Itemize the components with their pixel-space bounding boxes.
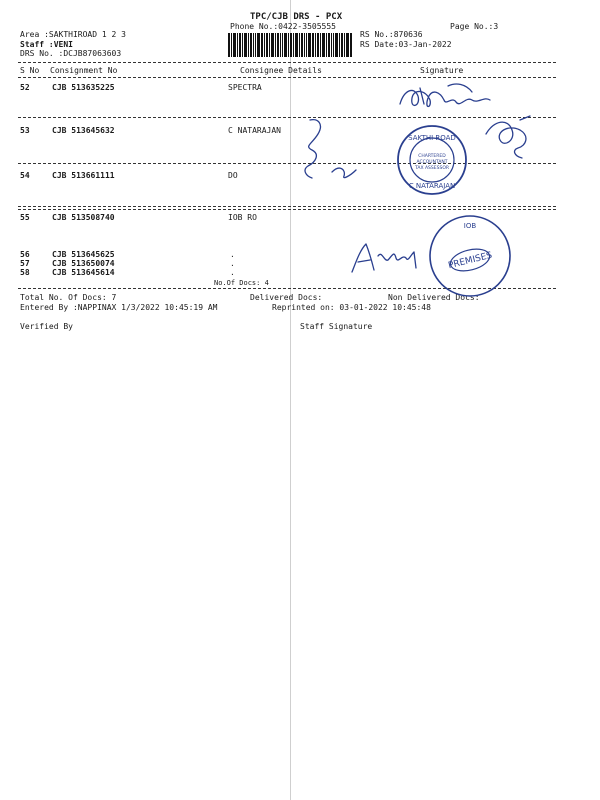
round-stamp (398, 126, 466, 194)
delivered-docs: Delivered Docs: (250, 293, 323, 302)
barcode-image (228, 33, 352, 57)
rs-date: RS Date:03-Jan-2022 (360, 40, 452, 49)
row-consignment: CJB 513661111 (52, 171, 115, 180)
drs-number: DRS No. :DCJB87063603 (20, 49, 122, 58)
row-sno: 53 (20, 126, 30, 135)
header-rule-top (18, 62, 556, 63)
svg-text:PREMISES: PREMISES (447, 250, 494, 272)
row-consignment: CJB 513645625 (52, 250, 115, 259)
entered-by: Entered By :NAPPINAX 1/3/2022 10:45:19 AM (20, 303, 218, 312)
total-docs: Total No. Of Docs: 7 (20, 293, 117, 302)
staff-signature-label: Staff Signature (300, 322, 373, 331)
area-label: Area :SAKTHIROAD 1 2 3 (20, 30, 126, 39)
footer-rule (18, 288, 556, 289)
signature-right (486, 116, 530, 158)
row-consignment: CJB 513508740 (52, 213, 115, 222)
signature-iob (352, 244, 416, 272)
column-consignment: Consignment No (50, 66, 118, 75)
row-consignee: . (230, 268, 235, 277)
row-sno: 55 (20, 213, 30, 222)
row-sno: 56 (20, 250, 30, 259)
phone-number: Phone No.:0422-3505555 (230, 22, 336, 31)
bank-stamp (430, 216, 510, 296)
header-rule-bottom (18, 77, 556, 78)
row-divider (18, 163, 556, 164)
column-sno: S No (20, 66, 40, 75)
row-consignment: CJB 513645614 (52, 268, 115, 277)
row-divider (18, 117, 556, 118)
signature-natarajan (305, 120, 356, 178)
column-signature: Signature (420, 66, 464, 75)
signature-spectra (400, 84, 490, 107)
group-doc-count: No.Of Docs: 4 (214, 279, 269, 287)
svg-text:ACCOUNTANT: ACCOUNTANT (416, 160, 448, 165)
row-consignee: DO (228, 171, 238, 180)
page-fold-line (290, 0, 291, 800)
rs-number: RS No.:870636 (360, 30, 423, 39)
row-consignee: C NATARAJAN (228, 126, 281, 135)
row-consignment: CJB 513645632 (52, 126, 115, 135)
row-consignee: SPECTRA (228, 83, 262, 92)
verified-by: Verified By (20, 322, 73, 331)
row-consignee: . (230, 250, 235, 259)
row-sno: 58 (20, 268, 30, 277)
reprinted-on: Reprinted on: 03-01-2022 10:45:48 (272, 303, 431, 312)
staff-label: Staff :VENI (20, 40, 73, 49)
row-consignment: CJB 513650074 (52, 259, 115, 268)
row-consignment: CJB 513635225 (52, 83, 115, 92)
column-consignee: Consignee Details (240, 66, 322, 75)
row-consignee: IOB RO (228, 213, 257, 222)
document-title: TPC/CJB DRS - PCX (250, 12, 343, 22)
svg-text:C NATARAJAN: C NATARAJAN (408, 182, 456, 190)
svg-text:SAKTHI ROAD: SAKTHI ROAD (408, 134, 456, 142)
row-divider-double (18, 206, 556, 210)
page-number: Page No.:3 (450, 22, 499, 31)
row-sno: 52 (20, 83, 30, 92)
row-consignee: . (230, 259, 235, 268)
row-sno: 54 (20, 171, 30, 180)
non-delivered-docs: Non Delivered Docs: (388, 293, 480, 302)
svg-text:TAX ASSESSOR: TAX ASSESSOR (414, 166, 450, 171)
svg-text:IOB: IOB (463, 222, 477, 230)
row-sno: 57 (20, 259, 30, 268)
svg-text:CHARTERED: CHARTERED (418, 154, 446, 159)
